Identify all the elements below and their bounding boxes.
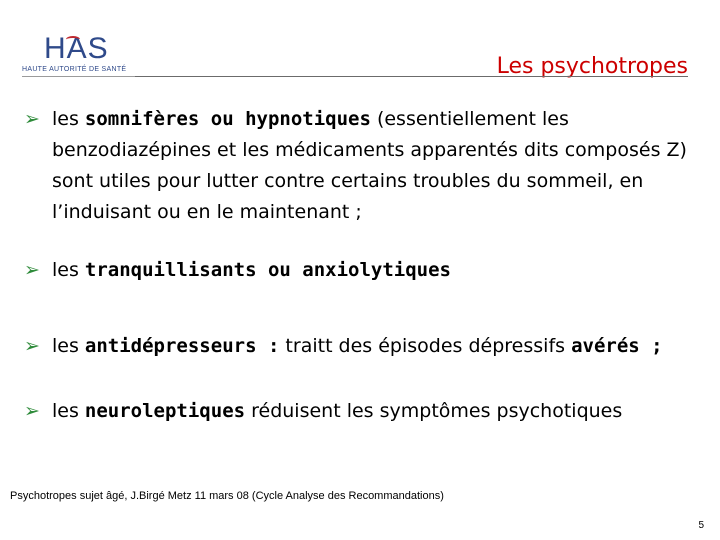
arrow-bullet-icon: ➢ — [24, 335, 40, 357]
bullet-term: tranquillisants ou anxiolytiques — [84, 259, 451, 281]
header-divider — [135, 76, 688, 77]
logo-letters: HAS — [44, 32, 109, 65]
arrow-bullet-icon: ➢ — [24, 400, 40, 422]
bullet-text: (essentiellement les benzodiazépines et les médicaments apparentés dits composés Z) sont utiles pour lutter contre certains troubles du sommeil, en l’induisant ou en le maintenant ; — [52, 108, 687, 223]
arrow-bullet-icon: ➢ — [24, 108, 40, 130]
bullet-hypnotics — [24, 104, 694, 228]
arrow-bullet-icon: ➢ — [24, 259, 40, 281]
header-divider-left — [22, 76, 137, 77]
slide-title: Les psychotropes — [496, 54, 688, 79]
bullet-text: traitt des épisodes dépressifs — [279, 335, 572, 357]
logo-subtitle: HAUTE AUTORITÉ DE SANTÉ — [22, 66, 127, 73]
page-number: 5 — [698, 520, 704, 531]
has-logo — [22, 32, 142, 78]
bullet-term: somnifères ou hypnotiques — [84, 108, 371, 130]
bullet-term: neuroleptiques — [84, 400, 246, 422]
bullet-anxiolytics — [24, 255, 694, 286]
bullet-prefix: les — [52, 335, 85, 357]
bullet-prefix: les — [52, 400, 85, 422]
bullet-list — [24, 104, 694, 427]
bullet-term-2: avérés ; — [571, 335, 663, 357]
bullet-prefix: les — [52, 108, 85, 130]
logo-accent-mark — [66, 36, 80, 43]
bullet-text: réduisent les symptômes psychotiques — [245, 400, 623, 422]
bullet-prefix: les — [52, 259, 85, 281]
bullet-term: antidépresseurs : — [84, 335, 280, 357]
bullet-neuroleptics — [24, 396, 694, 427]
footer-citation: Psychotropes sujet âgé, J.Birgé Metz 11 mars 08 (Cycle Analyse des Recommandations) — [10, 490, 444, 502]
bullet-antidepressants — [24, 331, 694, 362]
